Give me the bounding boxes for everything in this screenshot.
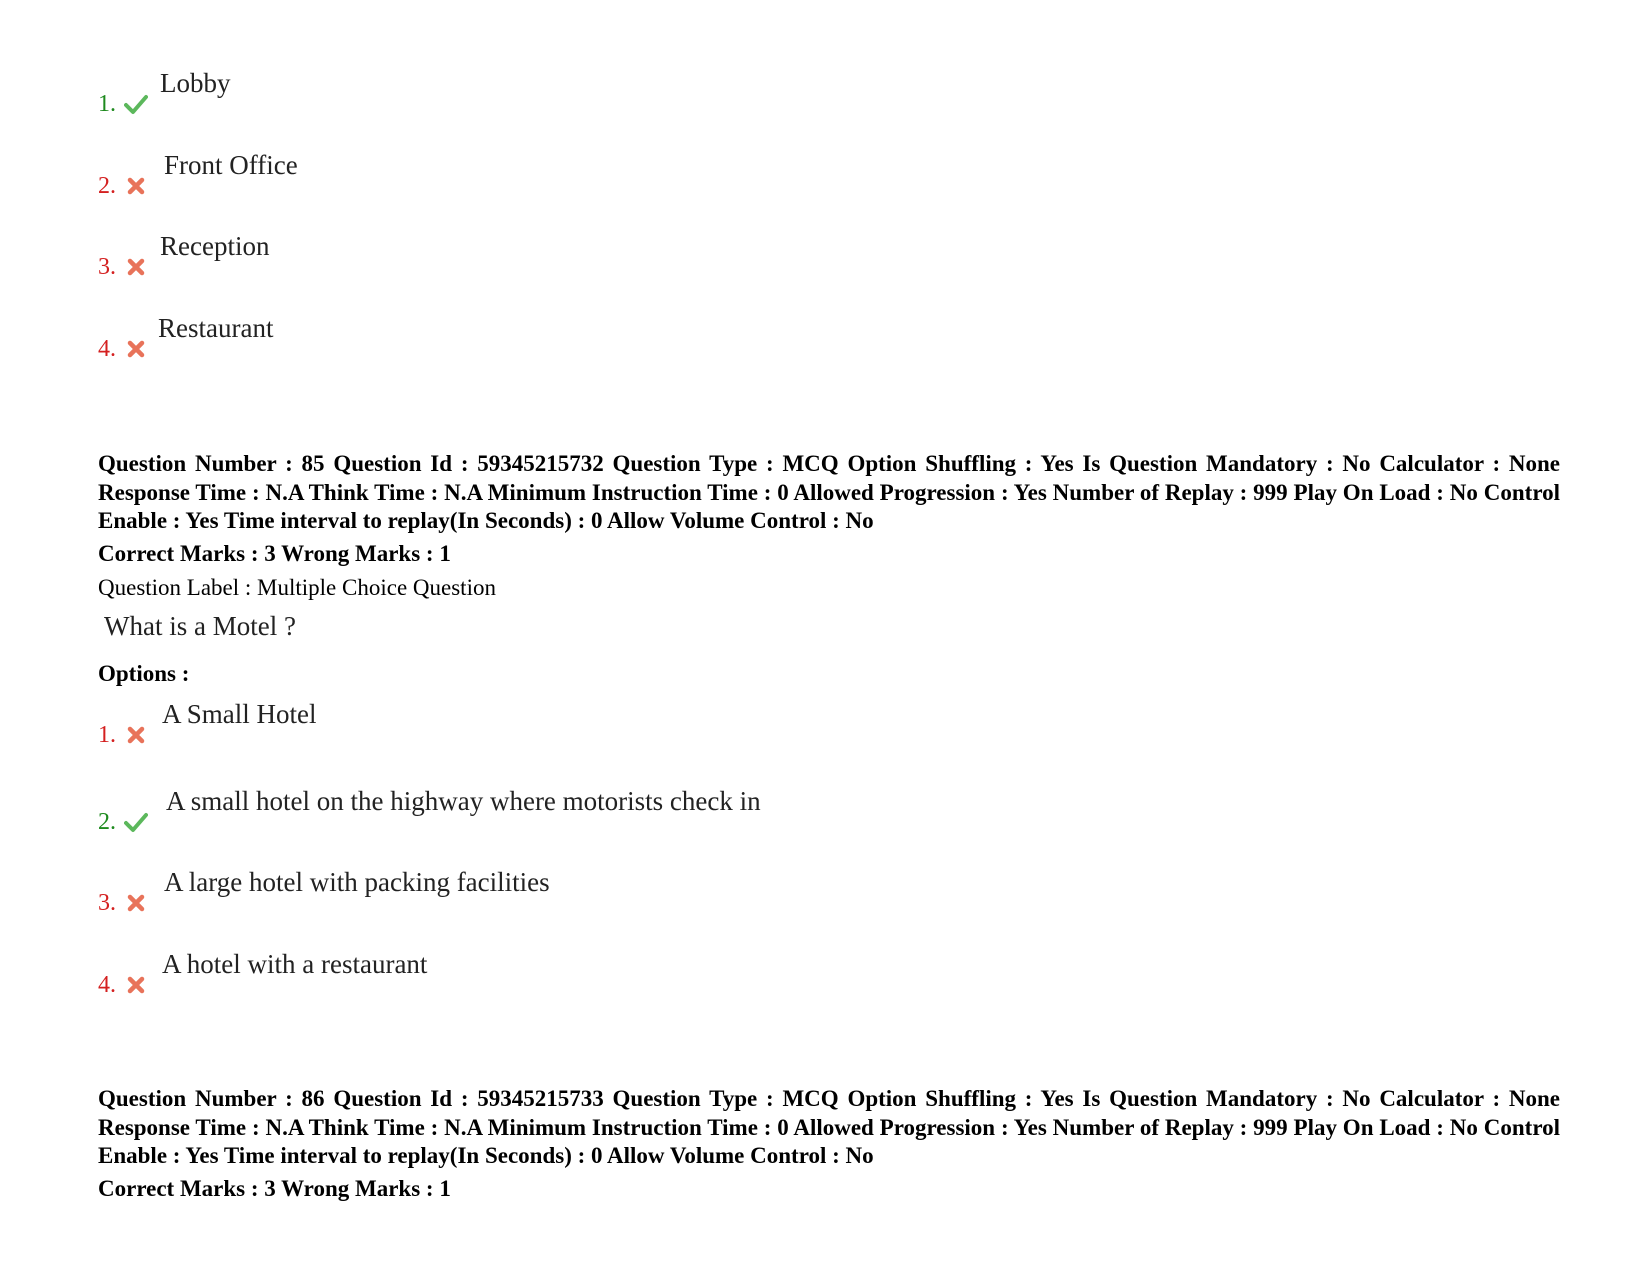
question-label: Question Label : Multiple Choice Question	[98, 575, 496, 600]
question-marks: Correct Marks : 3 Wrong Marks : 1	[98, 541, 451, 566]
option-number: 2.	[98, 809, 116, 835]
option-number: 3.	[98, 890, 116, 916]
option-text: A small hotel on the highway where motorists check in	[166, 786, 761, 816]
cross-icon	[124, 255, 148, 279]
cross-icon	[124, 973, 148, 997]
cross-icon	[124, 337, 148, 361]
cross-icon	[124, 891, 148, 915]
option-number: 4.	[98, 336, 116, 362]
question-meta: Question Number : 85 Question Id : 59345215732 Question Type : MCQ Option Shuffling : Yes Is Question Mandatory : No Calculator : None Response Time : N.A Think Time : N.A Minimum Instruction Time : 0 Allowed Progression : Yes Number of Replay : 999 Play On Load : No Control Enable : Yes Time interval to replay(In Seconds) : 0 Allow Volume Control : No	[98, 451, 1560, 533]
option-number: 2.	[98, 173, 116, 199]
option-number: 1.	[98, 722, 116, 748]
option-text: A large hotel with packing facilities	[164, 867, 550, 897]
option-text: A hotel with a restaurant	[162, 949, 428, 979]
option-text: Reception	[160, 231, 270, 261]
check-icon	[124, 92, 148, 116]
cross-icon	[124, 723, 148, 747]
option-text: A Small Hotel	[162, 699, 317, 729]
option-text: Front Office	[164, 150, 298, 180]
question-marks: Correct Marks : 3 Wrong Marks : 1	[98, 1176, 451, 1201]
option-text: Restaurant	[158, 313, 274, 343]
option-number: 3.	[98, 254, 116, 280]
option-number: 1.	[98, 91, 116, 117]
question-meta: Question Number : 86 Question Id : 59345215733 Question Type : MCQ Option Shuffling : Yes Is Question Mandatory : No Calculator : None Response Time : N.A Think Time : N.A Minimum Instruction Time : 0 Allowed Progression : Yes Number of Replay : 999 Play On Load : No Control Enable : Yes Time interval to replay(In Seconds) : 0 Allow Volume Control : No	[98, 1086, 1560, 1168]
cross-icon	[124, 174, 148, 198]
options-heading: Options :	[98, 661, 190, 686]
question-text: What is a Motel ?	[104, 611, 296, 641]
option-number: 4.	[98, 972, 116, 998]
check-icon	[124, 810, 148, 834]
option-text: Lobby	[160, 68, 231, 98]
